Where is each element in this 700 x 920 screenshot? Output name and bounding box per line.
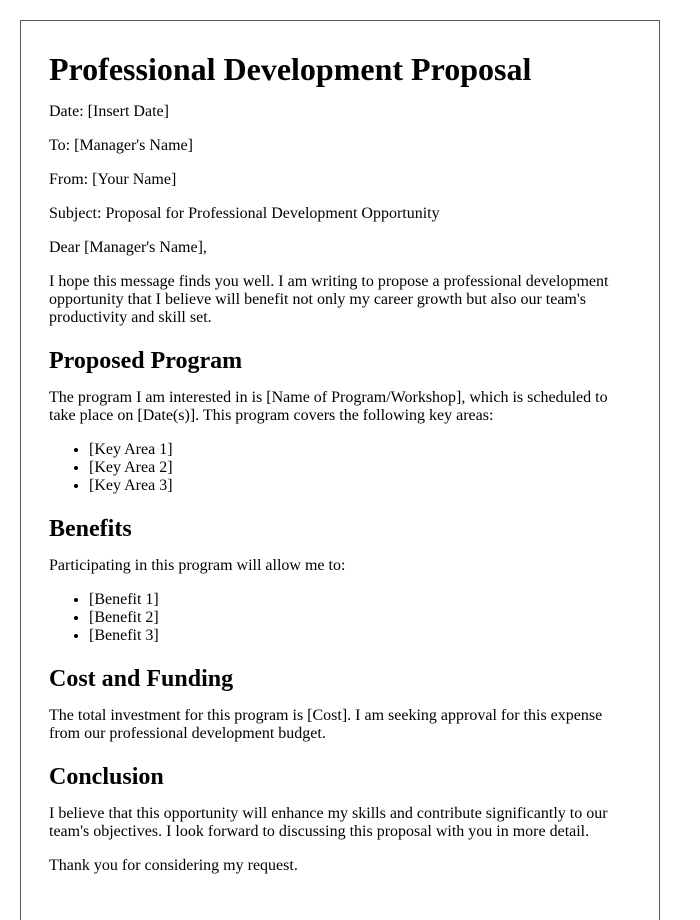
subject-label: Subject: xyxy=(49,205,102,222)
salutation: Dear [Manager's Name], xyxy=(49,239,207,256)
subject-value: Proposal for Professional Development Opportunity xyxy=(105,205,440,222)
benefits-list xyxy=(49,591,631,645)
letter-meta xyxy=(49,103,631,223)
conclusion-paragraph: I believe that this opportunity will enhance my skills and contribute significantly to our team's objectives. I look forward to discussing this proposal with you in more detail. xyxy=(49,805,608,840)
from-value: [Your Name] xyxy=(92,171,177,188)
list-item: • [Benefit 2] xyxy=(89,609,631,627)
cost-paragraph: The total investment for this program is [Cost]. I am seeking approval for this expense from our professional development budget. xyxy=(49,707,603,742)
letter-page xyxy=(20,20,660,920)
list-item: • [Key Area 3] xyxy=(89,477,631,495)
list-item: • [Benefit 3] xyxy=(89,627,631,645)
benefits-paragraph: Participating in this program will allow me to: xyxy=(49,557,346,574)
to-line xyxy=(49,137,631,155)
document-title: Professional Development Proposal xyxy=(49,51,532,87)
intro-paragraph: I hope this message finds you well. I am writing to propose a professional development opportunity that I believe will benefit not only my career growth but also our team's productivity and skill set. xyxy=(49,273,609,326)
list-item: • [Key Area 2] xyxy=(89,459,631,477)
date-label: Date: xyxy=(49,103,84,120)
conclusion-heading: Conclusion xyxy=(49,764,164,790)
cost-heading: Cost and Funding xyxy=(49,666,234,692)
benefits-heading: Benefits xyxy=(49,516,132,542)
closing-line: Thank you for considering my request. xyxy=(49,857,298,874)
program-heading: Proposed Program xyxy=(49,348,243,374)
date-value: [Insert Date] xyxy=(87,103,169,120)
to-label: To: xyxy=(49,137,71,154)
from-label: From: xyxy=(49,171,89,188)
list-item: • [Benefit 1] xyxy=(89,591,631,609)
to-value: [Manager's Name] xyxy=(74,137,193,154)
program-paragraph: The program I am interested in is [Name of Program/Workshop], which is scheduled to take place on [Date(s)]. This program covers the following key areas: xyxy=(49,389,608,424)
list-item: • [Key Area 1] xyxy=(89,441,631,459)
from-line xyxy=(49,171,631,189)
date-line xyxy=(49,103,631,121)
subject-line xyxy=(49,205,631,223)
key-areas-list xyxy=(49,441,631,495)
